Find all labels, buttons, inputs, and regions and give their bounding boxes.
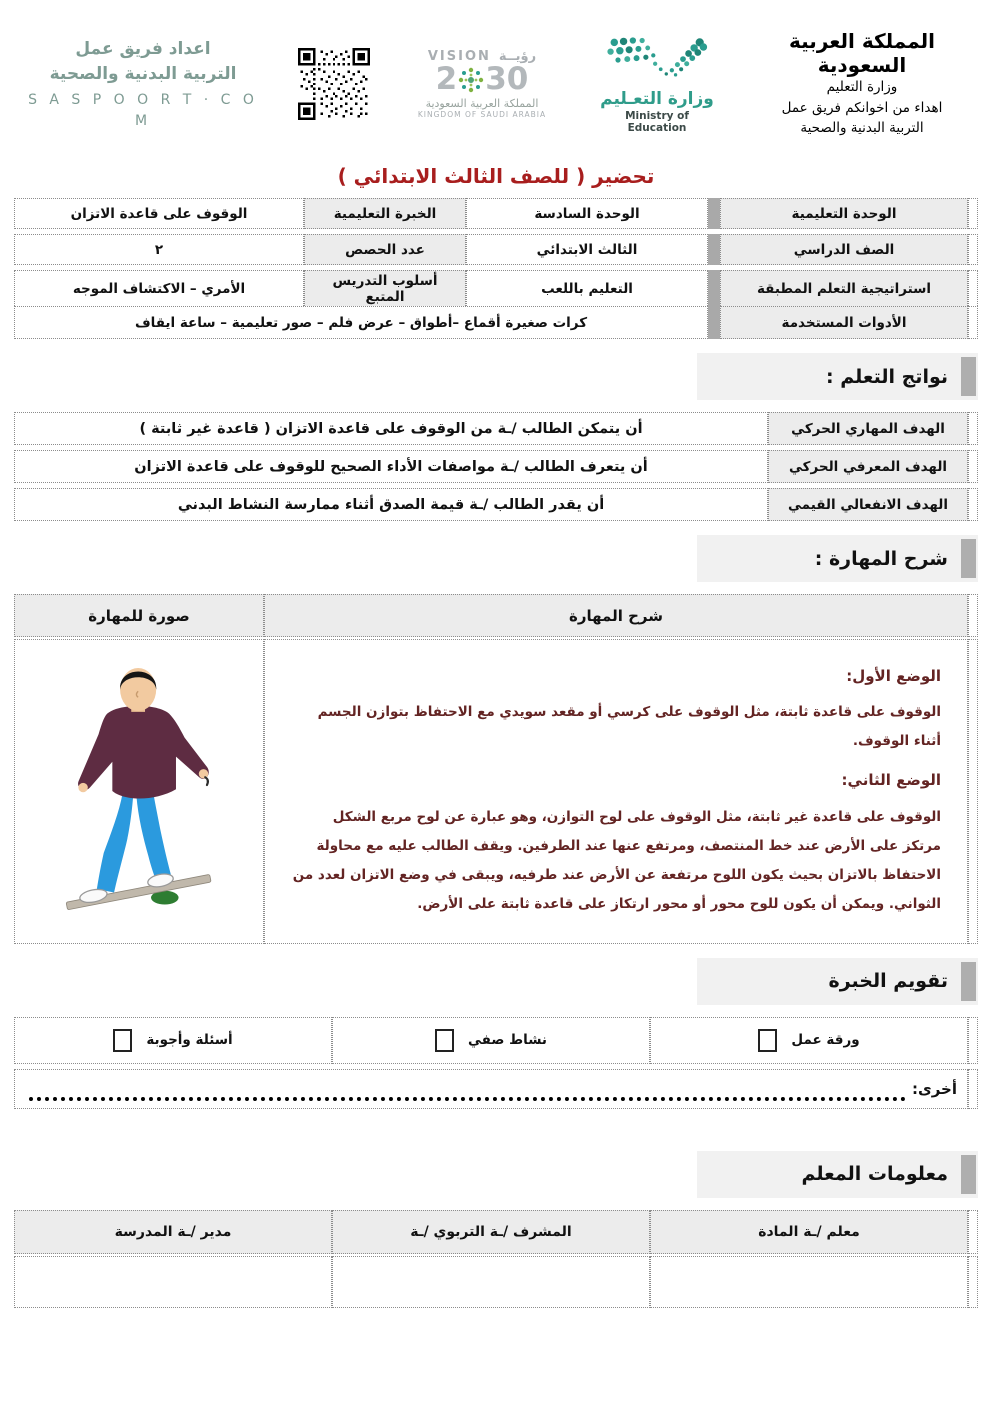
info-label-experience: الخبرة التعليمية <box>304 198 466 229</box>
skill-table <box>14 594 978 944</box>
kingdom-line2: اهداء من اخوانكم فريق عمل <box>781 99 943 116</box>
eval-option-class-activity <box>332 1017 650 1064</box>
divider <box>708 198 720 229</box>
section-header-outcomes <box>697 353 978 400</box>
skill-pos2-title: الوضع الثاني: <box>841 771 941 790</box>
teacher-col-supervisor: المشرف /ـة التربوي /ـة <box>332 1210 650 1254</box>
eval-option-label: ورقة عمل <box>791 1032 860 1049</box>
info-label-teaching-style: أسلوب التدريس المتبع <box>304 270 466 308</box>
table-row <box>14 639 978 944</box>
eval-other-row <box>14 1069 968 1109</box>
section-header-evaluation <box>697 958 978 1005</box>
section-header-skill <box>697 535 978 582</box>
teacher-name-field[interactable] <box>650 1256 968 1308</box>
eval-option-worksheet <box>650 1017 968 1064</box>
evaluation-table <box>14 1017 978 1109</box>
section-title: نواتج التعلم : <box>826 365 948 388</box>
team-logo-line1: اعداد فريق عمل <box>75 39 211 60</box>
outcome-label-cognitive: الهدف المعرفي الحركي <box>768 450 968 483</box>
kingdom-calligraphy: المملكة العربية السعودية <box>789 28 935 77</box>
outcome-label-affective: الهدف الانفعالي القيمي <box>768 488 968 521</box>
ministry-name-ar: وزارة التعـليم <box>600 88 714 109</box>
eval-option-qa <box>14 1017 332 1064</box>
skill-pos2-text: الوقوف على قاعدة غير ثابتة، مثل الوقوف على لوح التوازن، وهو عبارة عن لوح مربع الشكل مرتكز على الأرض عند خط المنتصف، ومرتفع عنها عند الطرفين. ويقف الطالب عليه مع محاولة الاحتفاظ بالاتزان بحيث يكون اللوح مرتفعة عن الأرض عند طرفيه، ويبقى في وضع الاتزان لعدد من الثواني. ويمكن أن يكون للوح محور أو محور ارتكاز على قاعدة ثابتة على الأرض. <box>292 808 941 912</box>
kingdom-header-block <box>756 29 968 140</box>
saspoort-team-logo <box>24 37 262 131</box>
outcome-value-cognitive: أن يتعرف الطالب /ـة مواصفات الأداء الصحيح للوقوف على قاعدة الاتزان <box>14 450 768 483</box>
kingdom-line1: وزارة التعليم <box>826 78 898 95</box>
ministry-of-education-logo <box>594 34 720 135</box>
ministry-dots-icon <box>601 34 713 86</box>
edge-cell <box>968 1069 978 1109</box>
info-label-grade: الصف الدراسي <box>720 234 968 265</box>
edge-cell <box>968 639 978 944</box>
divider <box>708 270 720 308</box>
info-label-strategy: استراتيجية التعلم المطبقة <box>720 270 968 308</box>
table-row <box>14 270 978 305</box>
info-label-tools: الأدوات المستخدمة <box>720 306 968 339</box>
eval-other-label: أخرى: <box>911 1079 957 1098</box>
vision-country-en: KINGDOM OF SAUDI ARABIA <box>417 110 547 119</box>
edge-cell <box>968 270 978 308</box>
skill-description <box>264 639 968 944</box>
table-row <box>14 1256 978 1308</box>
eval-other-fill-in-line[interactable] <box>29 1076 906 1101</box>
skill-image-header: صورة للمهارة <box>14 594 264 637</box>
eval-option-label: أسئلة وأجوبة <box>146 1032 233 1049</box>
page-title: تحضير ( للصف الثالث الابتدائي ) <box>337 164 655 188</box>
skill-desc-header: شرح المهارة <box>264 594 968 637</box>
section-bar-strip <box>961 357 976 396</box>
table-row <box>14 306 978 339</box>
skill-pos1-text: الوقوف على قاعدة ثابتة، مثل الوقوف على كرسي أو مقعد سويدي مع الاحتفاظ بتوازن الجسم أثناء الوقوف. <box>317 704 941 750</box>
document-header <box>0 0 992 148</box>
table-row <box>14 1017 978 1064</box>
class-activity-checkbox[interactable] <box>435 1029 454 1052</box>
ministry-name-en: Ministry of Education <box>625 110 689 135</box>
table-row <box>14 488 978 521</box>
section-title: شرح المهارة : <box>814 547 948 570</box>
outcomes-table <box>14 412 978 521</box>
section-title: تقويم الخبرة <box>828 970 948 993</box>
vision-year-right: 30 <box>485 61 529 97</box>
table-row <box>14 412 978 445</box>
edge-cell <box>968 306 978 339</box>
info-label-lessons-count: عدد الحصص <box>304 234 466 265</box>
teacher-col-subject-teacher: معلم /ـة المادة <box>650 1210 968 1254</box>
vision-2030-logo <box>406 49 558 119</box>
edge-cell <box>968 412 978 445</box>
section-title: معلومات المعلم <box>801 1163 948 1186</box>
info-value-strategy: التعليم باللعب <box>466 270 708 308</box>
info-label-unit: الوحدة التعليمية <box>720 198 968 229</box>
section-header-teacher-info <box>697 1151 978 1198</box>
vision-year-left: 2 <box>435 61 458 97</box>
team-logo-line2: التربية البدنية والصحية <box>49 63 237 84</box>
section-bar-strip <box>961 1155 976 1194</box>
teacher-col-principal: مدير /ـة المدرسة <box>14 1210 332 1254</box>
edge-cell <box>968 488 978 521</box>
vision-en: VISION <box>427 49 491 64</box>
edge-cell <box>968 1210 978 1254</box>
edge-cell <box>968 234 978 265</box>
info-value-experience: الوقوف على قاعدة الاتزان <box>14 198 304 229</box>
outcome-label-motor-skill: الهدف المهاري الحركي <box>768 412 968 445</box>
edge-cell <box>968 450 978 483</box>
outcome-value-affective: أن يقدر الطالب /ـة قيمة الصدق أثناء ممارسة النشاط البدني <box>14 488 768 521</box>
qa-checkbox[interactable] <box>113 1029 132 1052</box>
worksheet-checkbox[interactable] <box>758 1029 777 1052</box>
divider <box>708 234 720 265</box>
lesson-info-table <box>14 198 978 339</box>
outcome-value-motor-skill: أن يتمكن الطالب /ـة من الوقوف على قاعدة الاتزان ( قاعدة غير ثابتة ) <box>14 412 768 445</box>
edge-cell <box>968 1256 978 1308</box>
qr-code-image <box>298 48 370 120</box>
principal-name-field[interactable] <box>14 1256 332 1308</box>
table-header-row <box>14 1210 978 1254</box>
divider <box>708 306 720 339</box>
edge-cell <box>968 594 978 637</box>
section-bar-strip <box>961 539 976 578</box>
vision-ar: رؤيــة <box>498 49 537 64</box>
info-value-tools: كرات صغيرة أقماع –أطواق – عرض فلم – صور تعليمية – ساعة ايقاف <box>14 306 708 339</box>
table-header-row <box>14 594 978 637</box>
table-row <box>14 234 978 265</box>
kingdom-line3: التربية البدنية والصحية <box>800 120 924 137</box>
table-row <box>14 450 978 483</box>
skill-image-cell <box>14 639 264 944</box>
info-value-teaching-style: الأمري – الاكتشاف الموجه <box>14 270 304 308</box>
balance-board-boy-illustration <box>39 662 239 920</box>
info-value-grade: الثالث الابتدائي <box>466 234 708 265</box>
table-row <box>14 198 978 229</box>
info-value-unit: الوحدة السادسة <box>466 198 708 229</box>
skill-pos1-title: الوضع الأول: <box>846 667 941 685</box>
section-bar-strip <box>961 962 976 1001</box>
team-logo-site: S A S P O O R T · C O M <box>28 92 258 129</box>
table-row <box>14 1069 978 1109</box>
info-value-lessons-count: ٢ <box>14 234 304 265</box>
vision-emblem-icon <box>458 67 484 93</box>
edge-cell <box>968 198 978 229</box>
teacher-info-table <box>14 1210 978 1308</box>
eval-option-label: نشاط صفي <box>467 1032 548 1049</box>
vision-country-ar: المملكة العربية السعودية <box>425 97 539 110</box>
edge-cell <box>968 1017 978 1064</box>
supervisor-name-field[interactable] <box>332 1256 650 1308</box>
